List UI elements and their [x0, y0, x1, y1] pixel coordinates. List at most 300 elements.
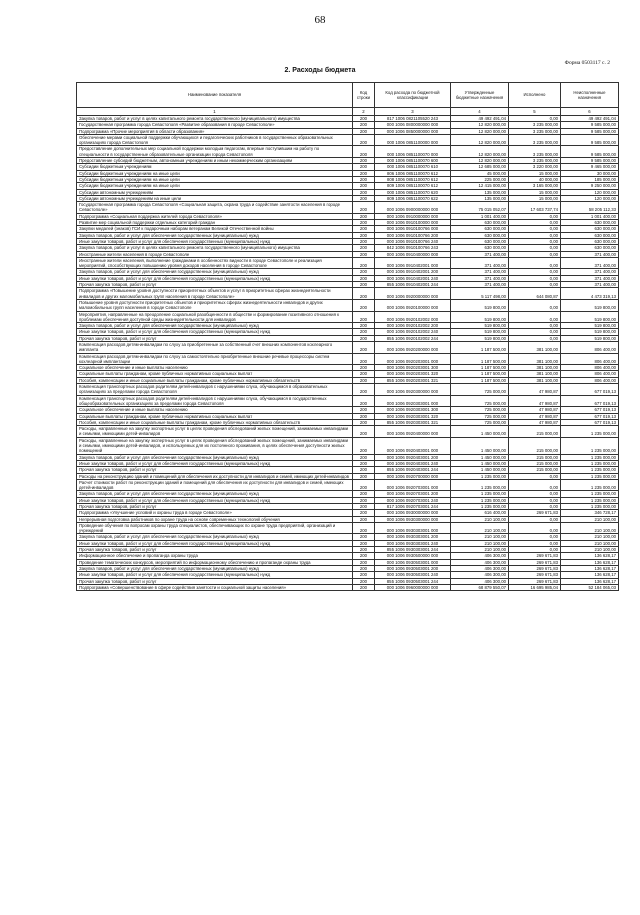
row-approved: 1 450 000,00 [451, 437, 509, 454]
row-line-code: 200 [353, 288, 375, 300]
row-executed: 0,00 [509, 251, 561, 257]
table-row [77, 522, 619, 534]
row-line-code: 200 [353, 547, 375, 553]
row-budget-code: 000 1006 0910402001 000 [375, 257, 451, 269]
row-name: Развитие мер социальной поддержки отдельных категорий граждан [77, 220, 353, 226]
row-line-code: 200 [353, 183, 375, 189]
row-approved: 75 015 052,07 [451, 202, 509, 214]
row-executed: 215 000,00 [509, 426, 561, 438]
row-approved: 45 000,00 [451, 170, 509, 176]
row-approved: 135 000,00 [451, 189, 509, 195]
row-name: Государственная программа города Севастополя «Развитие образования в городе Севастополе» [77, 122, 353, 128]
row-line-code: 200 [353, 341, 375, 353]
row-line-code: 200 [353, 371, 375, 377]
row-budget-code: 855 1006 0930303001 244 [375, 547, 451, 553]
row-budget-code: 000 1006 0800000000 000 [375, 122, 451, 128]
row-unexecuted: 210 100,00 [561, 547, 619, 553]
form-code: Форма 0503117 с. 2 [564, 60, 610, 66]
row-executed: 0,00 [509, 491, 561, 497]
row-executed: 3 235 000,00 [509, 158, 561, 164]
row-line-code: 200 [353, 454, 375, 460]
row-name: Иные закупки товаров, работ и услуг для обеспечения государственных (муниципальных) нужд [77, 540, 353, 546]
table-row [77, 426, 619, 438]
row-unexecuted: 49 492 491,04 [561, 116, 619, 122]
row-line-code: 200 [353, 584, 375, 590]
table-row [77, 146, 619, 158]
row-budget-code: 000 1006 0920700000 000 [375, 473, 451, 479]
row-unexecuted: 806 400,00 [561, 341, 619, 353]
row-line-code: 200 [353, 395, 375, 407]
row-executed: 0,00 [509, 323, 561, 329]
row-executed: 269 671,83 [509, 565, 561, 571]
row-approved: 1 450 000,00 [451, 426, 509, 438]
row-approved: 1 450 000,00 [451, 460, 509, 466]
row-approved: 725 000,00 [451, 407, 509, 413]
row-approved: 519 800,00 [451, 329, 509, 335]
row-unexecuted: 210 100,00 [561, 540, 619, 546]
row-budget-code: 000 1006 0920200000 000 [375, 341, 451, 353]
row-approved: 135 000,00 [451, 195, 509, 201]
page-number: 68 [314, 14, 326, 26]
row-executed: 3 235 000,00 [509, 122, 561, 128]
row-name: Мероприятия, направленные на преодоление социальной разобщенности в обществе и формирование позитивного отношения к проблемам обеспечения доступной среды жизнедеятельности для инвалидов [77, 311, 353, 323]
row-budget-code: 000 1006 0920703001 240 [375, 497, 451, 503]
row-name: Закупки медалей (знаков) ГСИ к подарочным наборам ветеранам Великой Отечественной войны [77, 226, 353, 232]
row-name: Социальное обеспечение и иные выплаты населению [77, 407, 353, 413]
row-approved: 49 492 491,04 [451, 116, 509, 122]
table-row [77, 353, 619, 365]
row-budget-code: 000 1006 0910400000 000 [375, 251, 451, 257]
row-executed: 0,00 [509, 282, 561, 288]
row-unexecuted: 1 235 000,00 [561, 479, 619, 491]
row-approved: 12 820 000,00 [451, 128, 509, 134]
row-executed: 15 000,00 [509, 195, 561, 201]
column-number: 4 [451, 108, 509, 116]
row-unexecuted: 9 250 000,00 [561, 183, 619, 189]
row-line-code: 200 [353, 134, 375, 146]
row-name: Субсидии бюджетным учреждениям на иные цели [77, 170, 353, 176]
table-row [77, 202, 619, 214]
row-budget-code: 000 1006 0920303001 300 [375, 407, 451, 413]
row-unexecuted: 806 400,00 [561, 377, 619, 383]
row-unexecuted: 136 628,17 [561, 565, 619, 571]
row-name: Прочая закупка товаров, работ и услуг [77, 578, 353, 584]
row-budget-code: 000 1006 0910000000 000 [375, 213, 451, 219]
column-number-row [77, 108, 619, 116]
row-unexecuted: 630 000,00 [561, 226, 619, 232]
row-line-code: 200 [353, 275, 375, 281]
row-unexecuted: 1 235 000,00 [561, 454, 619, 460]
row-executed: 215 000,00 [509, 467, 561, 473]
row-line-code: 200 [353, 335, 375, 341]
row-budget-code: 000 1006 0910402001 240 [375, 275, 451, 281]
row-executed: 381 100,00 [509, 377, 561, 383]
row-unexecuted: 806 400,00 [561, 353, 619, 365]
row-executed: 269 671,83 [509, 578, 561, 584]
column-number: 5 [509, 108, 561, 116]
row-unexecuted: 58 205 112,33 [561, 202, 619, 214]
row-name: Обеспечение мерами социальной поддержки обучающихся и педагогических работников в государственных образовательных организациях города Севастополя [77, 134, 353, 146]
row-executed: 3 220 000,00 [509, 164, 561, 170]
row-unexecuted: 30 000,00 [561, 170, 619, 176]
row-unexecuted: 9 585 000,00 [561, 122, 619, 128]
row-unexecuted: 1 235 000,00 [561, 437, 619, 454]
row-executed: 15 000,00 [509, 189, 561, 195]
row-unexecuted: 1 235 000,00 [561, 473, 619, 479]
row-name: Прочая закупка товаров, работ и услуг [77, 504, 353, 510]
row-name: Закупка товаров, работ и услуг для обеспечения государственных (муниципальных) нужд [77, 491, 353, 497]
row-approved: 210 100,00 [451, 547, 509, 553]
row-executed: 0,00 [509, 269, 561, 275]
row-line-code: 200 [353, 491, 375, 497]
row-approved: 519 800,00 [451, 335, 509, 341]
row-executed: 16 695 985,04 [509, 584, 561, 590]
row-line-code: 200 [353, 540, 375, 546]
row-approved: 12 820 000,00 [451, 146, 509, 158]
row-executed: 0,00 [509, 116, 561, 122]
row-executed: 644 080,87 [509, 288, 561, 300]
row-executed: 17 603 737,74 [509, 202, 561, 214]
row-name: Иные закупки товаров, работ и услуг для обеспечения государственных (муниципальных) нужд [77, 497, 353, 503]
row-approved: 616 400,00 [451, 510, 509, 516]
table-row [77, 384, 619, 396]
row-budget-code: 000 1006 0930503001 000 [375, 559, 451, 565]
row-unexecuted: 346 728,17 [561, 510, 619, 516]
row-budget-code: 000 1006 0930303001 200 [375, 534, 451, 540]
row-unexecuted: 519 800,00 [561, 299, 619, 311]
row-name: Социальное обеспечение и иные выплаты населению [77, 365, 353, 371]
row-line-code: 200 [353, 572, 375, 578]
row-budget-code: 855 1006 0930503001 244 [375, 578, 451, 584]
row-budget-code: 842 1006 0910100766 243 [375, 245, 451, 251]
row-budget-code: 000 1006 0851100000 000 [375, 134, 451, 146]
row-approved: 630 000,00 [451, 238, 509, 244]
row-budget-code: 000 1006 0920403001 240 [375, 460, 451, 466]
row-line-code: 200 [353, 565, 375, 571]
row-unexecuted: 4 473 319,13 [561, 288, 619, 300]
row-budget-code: 000 1006 0851100070 000 [375, 146, 451, 158]
row-line-code: 200 [353, 213, 375, 219]
table-row [77, 437, 619, 454]
row-name: Подпрограмма «Совершенствование в сфере содействия занятости и социальной защиты населения» [77, 584, 353, 590]
row-unexecuted: 677 019,13 [561, 407, 619, 413]
row-budget-code: 855 1006 0920403001 244 [375, 467, 451, 473]
row-executed: 0,00 [509, 220, 561, 226]
row-line-code: 200 [353, 329, 375, 335]
row-executed: 15 000,00 [509, 170, 561, 176]
row-executed: 269 671,83 [509, 553, 561, 559]
table-row [77, 584, 619, 590]
row-unexecuted: 806 400,00 [561, 371, 619, 377]
row-approved: 1 187 500,00 [451, 377, 509, 383]
row-executed: 0,00 [509, 232, 561, 238]
row-budget-code: 000 1006 0920203001 300 [375, 365, 451, 371]
table-row [77, 288, 619, 300]
row-approved: 1 187 500,00 [451, 353, 509, 365]
row-name: Иные закупки товаров, работ и услуг для обеспечения государственных (муниципальных) нужд [77, 460, 353, 466]
row-unexecuted: 677 019,13 [561, 413, 619, 419]
row-approved: 210 100,00 [451, 516, 509, 522]
row-executed: 47 980,87 [509, 419, 561, 425]
row-name: Субсидии автономным учреждениям на иные цели [77, 195, 353, 201]
row-name: Расходы, направленные на закупку экспертных услуг в целях проведения обследований жилых помещений, занимаемых инвалидами и семьями, имеющими детей-инвалидов, и используемых для их постоянного проживания, в целях обеспечения доступности жилых помещений [77, 437, 353, 454]
row-approved: 406 300,00 [451, 578, 509, 584]
row-unexecuted: 1 235 000,00 [561, 497, 619, 503]
table-row [77, 395, 619, 407]
row-executed: 3 235 000,00 [509, 128, 561, 134]
expenses-table [76, 82, 619, 591]
row-unexecuted: 136 628,17 [561, 553, 619, 559]
row-approved: 12 415 000,00 [451, 183, 509, 189]
row-budget-code: 000 1006 0920203001 320 [375, 371, 451, 377]
row-name: Субсидии автономным учреждениям [77, 189, 353, 195]
row-line-code: 200 [353, 504, 375, 510]
row-name: Компенсация транспортных расходов родителям детей-инвалидов с нарушениями слуха, обучающимся в государственных общеобразовательных организациях за пределами города Севастополя [77, 395, 353, 407]
row-executed: 381 100,00 [509, 353, 561, 365]
row-unexecuted: 1 235 000,00 [561, 426, 619, 438]
row-line-code: 200 [353, 146, 375, 158]
row-line-code: 200 [353, 299, 375, 311]
row-name: Закупка товаров, работ и услуг для обеспечения государственных (муниципальных) нужд [77, 323, 353, 329]
row-approved: 371 400,00 [451, 269, 509, 275]
row-approved: 1 001 400,00 [451, 213, 509, 219]
row-budget-code: 000 1006 0900000000 000 [375, 202, 451, 214]
column-number: 2 [353, 108, 375, 116]
row-approved: 519 800,00 [451, 299, 509, 311]
row-executed: 3 235 000,00 [509, 134, 561, 146]
row-line-code: 200 [353, 282, 375, 288]
row-name: Закупка товаров, работ и услуг в целях капитального ремонта государственного (муниципального) имущества [77, 245, 353, 251]
row-budget-code: 000 1006 0910100766 200 [375, 232, 451, 238]
row-line-code: 200 [353, 245, 375, 251]
row-budget-code: 855 1006 0920102002 244 [375, 335, 451, 341]
row-executed: 269 671,83 [509, 559, 561, 565]
row-name: Проведение обучения по вопросам охраны труда специалистов, обеспечивающих по охране труда предприятий, организаций и учреждений [77, 522, 353, 534]
row-unexecuted: 136 628,17 [561, 572, 619, 578]
row-line-code: 200 [353, 189, 375, 195]
row-line-code: 200 [353, 479, 375, 491]
column-number: 6 [561, 108, 619, 116]
row-approved: 12 820 000,00 [451, 134, 509, 146]
row-approved: 371 400,00 [451, 257, 509, 269]
row-budget-code: 000 1006 0920403001 000 [375, 437, 451, 454]
row-executed: 0,00 [509, 516, 561, 522]
row-name: Прочая закупка товаров, работ и услуг [77, 467, 353, 473]
row-unexecuted: 1 001 400,00 [561, 213, 619, 219]
row-name: Проведение тематических конкурсов, мероприятий по информационному обеспечению и пропаганде охраны труда [77, 559, 353, 565]
row-budget-code: 000 1006 0920703001 000 [375, 479, 451, 491]
row-approved: 725 000,00 [451, 419, 509, 425]
row-budget-code: 000 1006 0920102002 240 [375, 329, 451, 335]
row-executed: 0,00 [509, 311, 561, 323]
row-name: Компенсация расходов детям-инвалидам по слуху за самостоятельно приобретенные внешние речевые процессоры систем кохлеарной имплантации [77, 353, 353, 365]
row-executed: 215 000,00 [509, 454, 561, 460]
expenses-table-container [76, 82, 618, 591]
row-approved: 210 100,00 [451, 534, 509, 540]
row-unexecuted: 1 235 000,00 [561, 504, 619, 510]
row-budget-code: 817 1006 0821105520 243 [375, 116, 451, 122]
row-name: Иностранные жители населения в городе Севастополе [77, 251, 353, 257]
row-executed: 215 000,00 [509, 437, 561, 454]
row-approved: 1 450 000,00 [451, 467, 509, 473]
row-unexecuted: 519 800,00 [561, 329, 619, 335]
row-approved: 12 820 000,00 [451, 122, 509, 128]
header-line-code: Код строки [353, 83, 375, 108]
row-budget-code: 809 1006 0851100070 612 [375, 183, 451, 189]
row-executed: 3 235 000,00 [509, 146, 561, 158]
row-executed: 0,00 [509, 329, 561, 335]
row-name: Информационное обеспечение и пропаганда охраны труда [77, 553, 353, 559]
row-name: Компенсация расходов детям-инвалидам по слуху за приобретенные за собственный счет внешних компонентов кохлеарного импланта [77, 341, 353, 353]
row-line-code: 200 [353, 384, 375, 396]
row-executed: 0,00 [509, 275, 561, 281]
row-line-code: 200 [353, 251, 375, 257]
row-line-code: 200 [353, 473, 375, 479]
row-name: Закупка товаров, работ и услуг для обеспечения государственных (муниципальных) нужд [77, 454, 353, 460]
row-unexecuted: 9 585 000,00 [561, 128, 619, 134]
row-unexecuted: 210 100,00 [561, 534, 619, 540]
row-executed: 0,00 [509, 497, 561, 503]
row-executed: 0,00 [509, 299, 561, 311]
row-approved: 12 685 000,00 [451, 164, 509, 170]
row-budget-code: 000 1006 0920000000 000 [375, 288, 451, 300]
row-line-code: 200 [353, 553, 375, 559]
row-approved: 1 235 000,00 [451, 491, 509, 497]
row-budget-code: 000 1006 0930000000 000 [375, 510, 451, 516]
row-name: Государственная программа города Севастополя «Социальная защита, охрана труда и содействие занятости населения в городе Севастополе» [77, 202, 353, 214]
row-budget-code: 000 1006 0851100070 620 [375, 189, 451, 195]
row-approved: 630 000,00 [451, 226, 509, 232]
row-budget-code: 000 1006 0960000000 000 [375, 584, 451, 590]
row-budget-code: 855 1006 0920203001 321 [375, 377, 451, 383]
table-row [77, 134, 619, 146]
row-budget-code: 000 1006 0910100766 000 [375, 226, 451, 232]
row-unexecuted: 806 400,00 [561, 365, 619, 371]
row-budget-code: 000 1006 0930303001 000 [375, 522, 451, 534]
row-line-code: 200 [353, 232, 375, 238]
row-name: Закупка товаров, работ и услуг для обеспечения государственных (муниципальных) нужд [77, 534, 353, 540]
row-line-code: 200 [353, 426, 375, 438]
row-budget-code: 806 1006 0851100070 612 [375, 170, 451, 176]
row-name: Закупка товаров, работ и услуг для обеспечения государственных (муниципальных) нужд [77, 269, 353, 275]
row-line-code: 200 [353, 407, 375, 413]
row-approved: 1 235 000,00 [451, 473, 509, 479]
row-budget-code: 000 1006 0851100070 600 [375, 158, 451, 164]
row-executed: 269 671,83 [509, 510, 561, 516]
row-budget-code: 809 1006 0851100070 622 [375, 195, 451, 201]
row-unexecuted: 677 019,13 [561, 384, 619, 396]
row-executed: 0,00 [509, 473, 561, 479]
row-executed: 0,00 [509, 540, 561, 546]
row-executed: 0,00 [509, 226, 561, 232]
row-name: Компенсация транспортных расходов родителям детей-инвалидов с нарушениями слуха, обучающимся в образовательных организациях за пределами города Севастополя [77, 384, 353, 396]
row-line-code: 200 [353, 419, 375, 425]
row-budget-code: 808 1006 0851100070 612 [375, 176, 451, 182]
row-line-code: 200 [353, 578, 375, 584]
row-name: Повышение уровня доступности приоритетных объектов и приоритетных сферах жизнедеятельности инвалидов и других маломобильных групп населения в городе Севастополе [77, 299, 353, 311]
row-unexecuted: 9 585 000,00 [561, 134, 619, 146]
row-approved: 630 000,00 [451, 220, 509, 226]
row-approved: 371 400,00 [451, 282, 509, 288]
row-budget-code: 000 1006 0920203001 000 [375, 353, 451, 365]
row-name: Иные закупки товаров, работ и услуг для обеспечения государственных (муниципальных) нужд [77, 238, 353, 244]
row-line-code: 200 [353, 128, 375, 134]
row-budget-code: 855 1006 0910402001 244 [375, 282, 451, 288]
row-executed: 47 980,87 [509, 384, 561, 396]
row-line-code: 200 [353, 164, 375, 170]
row-executed: 0,00 [509, 534, 561, 540]
row-budget-code: 000 1006 0910402001 200 [375, 269, 451, 275]
row-line-code: 200 [353, 122, 375, 128]
row-budget-code: 000 1006 0920703001 200 [375, 491, 451, 497]
row-unexecuted: 677 019,13 [561, 395, 619, 407]
table-body [77, 116, 619, 591]
row-name: Закупка товаров, работ и услуг для обеспечения государственных (муниципальных) нужд [77, 232, 353, 238]
row-line-code: 200 [353, 377, 375, 383]
row-approved: 406 300,00 [451, 572, 509, 578]
row-name: Закупка товаров, работ и услуг в целях капитального ремонта государственного (муниципального) имущества [77, 116, 353, 122]
row-budget-code: 000 1006 0920300000 000 [375, 384, 451, 396]
row-name: Иные закупки товаров, работ и услуг для обеспечения государственных (муниципальных) нужд [77, 329, 353, 335]
row-unexecuted: 677 019,13 [561, 419, 619, 425]
row-approved: 210 100,00 [451, 540, 509, 546]
row-unexecuted: 519 800,00 [561, 323, 619, 329]
row-approved: 1 235 000,00 [451, 504, 509, 510]
row-line-code: 200 [353, 238, 375, 244]
header-budget-code: Код расхода по бюджетной классификации [375, 83, 451, 108]
row-approved: 725 000,00 [451, 384, 509, 396]
row-executed: 381 100,00 [509, 365, 561, 371]
row-name: Иные закупки товаров, работ и услуг для обеспечения государственных (муниципальных) нужд [77, 572, 353, 578]
row-budget-code: 000 1006 0920303001 320 [375, 413, 451, 419]
row-name: Непрерывная подготовка работников по охране труда на основе современных технологий обучения [77, 516, 353, 522]
row-line-code: 200 [353, 202, 375, 214]
row-line-code: 200 [353, 226, 375, 232]
row-unexecuted: 136 628,17 [561, 578, 619, 584]
row-name: Предоставление субсидий бюджетным, автономным учреждениям и иным некоммерческим организациям [77, 158, 353, 164]
row-approved: 630 000,00 [451, 232, 509, 238]
row-executed: 0,00 [509, 213, 561, 219]
row-name: Субсидии бюджетным учреждениям на иные цели [77, 176, 353, 182]
row-name: Подпрограмма «Повышение уровня доступности приоритетных объектов и услуг в приоритетных сферах жизнедеятельности инвалидов и других маломобильных групп населения в городе Севастополе» [77, 288, 353, 300]
row-line-code: 200 [353, 365, 375, 371]
row-budget-code: 000 1006 0910100766 240 [375, 238, 451, 244]
row-name: Пособия, компенсации и иные социальные выплаты гражданам, кроме публичных нормативных обязательств [77, 377, 353, 383]
row-unexecuted: 9 465 000,00 [561, 164, 619, 170]
row-executed: 0,00 [509, 547, 561, 553]
row-approved: 225 000,00 [451, 176, 509, 182]
row-unexecuted: 371 400,00 [561, 251, 619, 257]
row-approved: 12 820 000,00 [451, 158, 509, 164]
row-approved: 1 187 500,00 [451, 371, 509, 377]
row-unexecuted: 9 585 000,00 [561, 146, 619, 158]
row-budget-code: 000 1006 0920102002 000 [375, 311, 451, 323]
row-line-code: 200 [353, 497, 375, 503]
row-unexecuted: 210 100,00 [561, 516, 619, 522]
row-executed: 0,00 [509, 479, 561, 491]
row-approved: 630 000,00 [451, 245, 509, 251]
row-line-code: 200 [353, 437, 375, 454]
row-unexecuted: 630 000,00 [561, 238, 619, 244]
row-budget-code: 855 1006 0920303001 321 [375, 419, 451, 425]
row-line-code: 200 [353, 170, 375, 176]
row-line-code: 200 [353, 516, 375, 522]
row-budget-code: 000 1006 0920102002 200 [375, 323, 451, 329]
table-row [77, 311, 619, 323]
row-executed: 0,00 [509, 504, 561, 510]
row-approved: 210 100,00 [451, 522, 509, 534]
row-approved: 5 117 498,00 [451, 288, 509, 300]
